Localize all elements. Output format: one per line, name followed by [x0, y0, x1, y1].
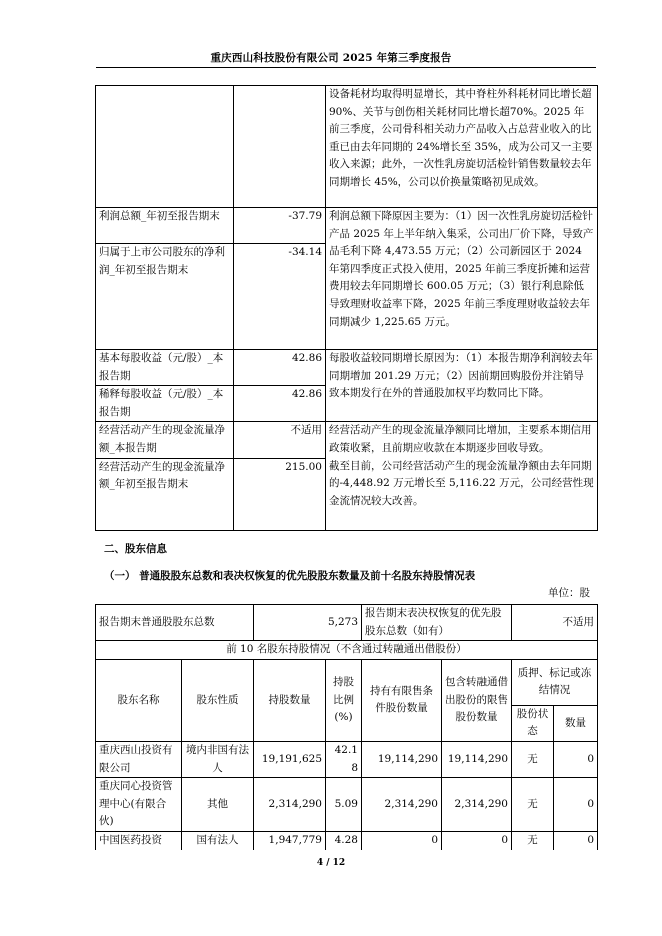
reason-cell: 设备耗材均取得明显增长，其中脊柱外科耗材同比增长超90%、关节与创伤相关耗材同比增长超70%。2025 年前三季度，公司骨科相关动力产品收入占总营业收入的比重已由去年同期的 24%增长至 35%，成为公司又一主要收入来源；此外，一次性乳房旋切活检针销售数量较去年同期增长 45%，公司以价换量策略初见成效。 [326, 86, 598, 208]
holder-ratio: 5.09 [326, 778, 362, 832]
pref-holders-label: 报告期末表决权恢复的优先股股东总数（如有） [362, 605, 512, 641]
report-header-title: 重庆西山科技股份有限公司 2025 年第三季度报告 [210, 52, 452, 64]
holder-nature: 国有法人 [182, 832, 254, 850]
pref-holders-value: 不适用 [512, 605, 598, 641]
financial-change-table [95, 85, 598, 531]
holder-ratio: 4.28 [326, 832, 362, 850]
total-holders-label: 报告期末普通股股东总数 [96, 605, 254, 641]
value-cell: 215.00 [234, 458, 326, 530]
holder-nature: 境内非国有法人 [182, 741, 254, 777]
reason-cell: 每股收益较同期增长原因为：（1）本报告期净利润较去年同期增加 201.29 万元；（2）因前期回购股份并注销导致本期发行在外的普通股加权平均数同比下降。 [326, 350, 598, 422]
total-holders-value: 5,273 [254, 605, 362, 641]
holder-pledge-status: 无 [512, 832, 554, 850]
label-cell: 经营活动产生的现金流量净额_本报告期 [96, 422, 234, 458]
holder-shares: 19,191,625 [254, 741, 326, 777]
value-cell: -34.14 [234, 244, 326, 350]
top10-caption: 前 10 名股东持股情况（不含通过转融通出借股份） [96, 641, 598, 660]
holder-incl-lent: 19,114,290 [442, 741, 512, 777]
header-ratio: 持股比例(%) [326, 659, 362, 741]
label-cell: 利润总额_年初至报告期末 [96, 208, 234, 244]
label-cell: 稀释每股收益（元/股）_本报告期 [96, 386, 234, 422]
section-title: 二、股东信息 [104, 543, 167, 555]
header-name: 股东名称 [96, 659, 182, 741]
header-nature: 股东性质 [182, 659, 254, 741]
holder-pledge-qty: 0 [554, 832, 598, 850]
header-shares: 持股数量 [254, 659, 326, 741]
header-rule [96, 67, 596, 68]
value-cell [234, 86, 326, 208]
holder-pledge-status: 无 [512, 778, 554, 832]
value-cell: 不适用 [234, 422, 326, 458]
subsection-title: （一） 普通股股东总数和表决权恢复的优先股股东数量及前十名股东持股情况表 [104, 570, 476, 582]
holder-name: 重庆同心投资管理中心(有限合伙) [96, 778, 182, 832]
holder-incl-lent: 2,314,290 [442, 778, 512, 832]
value-cell: 42.86 [234, 386, 326, 422]
header-incl-lent: 包含转融通借出股份的限售股份数量 [442, 659, 512, 741]
label-cell [96, 86, 234, 208]
unit-label: 单位：股 [548, 587, 590, 599]
label-cell: 归属于上市公司股东的净利润_年初至报告期末 [96, 244, 234, 350]
holder-nature: 其他 [182, 778, 254, 832]
holder-incl-lent: 0 [442, 832, 512, 850]
value-cell: 42.86 [234, 350, 326, 386]
page-number: 4 / 12 [316, 858, 346, 868]
holder-restricted: 19,114,290 [362, 741, 442, 777]
holder-shares: 2,314,290 [254, 778, 326, 832]
holder-restricted: 0 [362, 832, 442, 850]
holder-restricted: 2,314,290 [362, 778, 442, 832]
label-cell: 经营活动产生的现金流量净额_年初至报告期末 [96, 458, 234, 530]
reason-cell: 经营活动产生的现金流量净额同比增加，主要系本期信用政策收紧，且前期应收款在本期逐步回收导致。 截至目前，公司经营活动产生的现金流量净额由去年同期的-4,448.92 万元增长至 5,116.22 万元，公司经营性现金流情况较大改善。 [326, 422, 598, 530]
label-cell: 基本每股收益（元/股）_本报告期 [96, 350, 234, 386]
holder-pledge-status: 无 [512, 741, 554, 777]
holder-pledge-qty: 0 [554, 741, 598, 777]
reason-cell: 利润总额下降原因主要为：（1）因一次性乳房旋切活检针产品 2025 年上半年纳入集采，公司出厂价下降，导致产品毛利下降 4,473.55 万元；（2）公司新园区于 2024 年第四季度正式投入使用，2025 年前三季度折摊和运营费用较去年同期增长 600.05 万元；（3）银行利息除低导致理财收益率下降，2025 年前三季度理财收益较去年同期减少 1,225.65 万元。 [326, 208, 598, 350]
holder-ratio: 42.18 [326, 741, 362, 777]
header-pledge: 质押、标记或冻结情况 [512, 659, 598, 705]
value-cell: -37.79 [234, 208, 326, 244]
holder-pledge-qty: 0 [554, 778, 598, 832]
header-pledge-qty: 数量 [554, 705, 598, 741]
holder-name: 中国医药投资 [96, 832, 182, 850]
holder-name: 重庆西山投资有限公司 [96, 741, 182, 777]
shareholder-table [95, 604, 598, 850]
header-restricted: 持有有限售条件股份数量 [362, 659, 442, 741]
holder-shares: 1,947,779 [254, 832, 326, 850]
header-pledge-status: 股份状态 [512, 705, 554, 741]
